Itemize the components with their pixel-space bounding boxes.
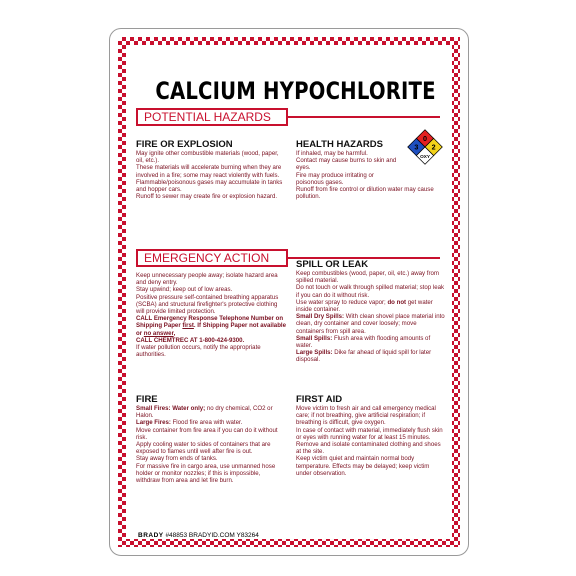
first-aid-line: Move victim to fresh air and call emergency medical care; if not breathing, give artificial respiration; if breathing is difficult, give oxygen. (296, 405, 436, 427)
fire-line: Move container from fire area if you can do it without risk. (136, 426, 278, 441)
health-hazards-heading: HEALTH HAZARDS (296, 139, 383, 150)
spill-water-text: get water inside container. (296, 298, 433, 314)
product-code: #48853 BRADYID.COM Y83264 (165, 532, 259, 539)
first-aid-line: Keep victim quiet and maintain normal body temperature. Effects may be delayed; keep victim under observation. (296, 455, 430, 477)
first-aid-heading: FIRST AID (296, 394, 343, 405)
fire-large-fires (136, 419, 286, 426)
spill-small-text: Flush area with flooding amounts of water. (296, 334, 431, 350)
fire-explosion-line: May ignite other combustible materials (wood, paper, oil, etc.). (136, 150, 279, 165)
banner-rule-hazards (288, 116, 440, 118)
fire-small-label: Small Fires: Water only; (136, 405, 206, 412)
call-noanswer-text: no answer (143, 329, 174, 337)
first-aid-line: In case of contact with material, immediately flush skin or eyes with running water for at least 15 minutes. (296, 426, 443, 441)
spill-water-text: Use water spray to reduce vapor; (296, 298, 388, 306)
spill-large-label: Large Spills: (296, 349, 333, 357)
nfpa-diamond-icon (407, 129, 443, 165)
spill-water-spray (296, 299, 446, 313)
spill-large (296, 349, 446, 363)
fire-small-fires (136, 405, 286, 419)
chemtrec-number: CALL CHEMTREC AT 1-800-424-9300. (136, 336, 245, 344)
first-aid-section (296, 394, 446, 477)
fire-large-text: Flood fire area with water. (170, 419, 243, 427)
spill-small (296, 335, 446, 349)
banner-emergency-action: EMERGENCY ACTION (136, 249, 288, 267)
brady-logo: BRADY (138, 532, 164, 539)
emergency-line: If water pollution occurs, notify the appropriate authorities. (136, 344, 261, 359)
nfpa-flammability-value: 0 (423, 134, 427, 144)
fire-large-label: Large Fires: (136, 419, 171, 427)
emergency-line: Keep unnecessary people away; isolate hazard area and deny entry. (136, 272, 278, 287)
nfpa-reactivity-value: 2 (431, 142, 436, 152)
safety-sign (109, 28, 469, 556)
sign-content (126, 45, 452, 539)
spill-line: Keep combustibles (wood, paper, oil, etc.) away from spilled material. (296, 270, 439, 285)
banner-potential-hazards: POTENTIAL HAZARDS (136, 108, 288, 126)
call-text: , (173, 329, 176, 337)
health-hazard-line: Fire may produce irritating or poisonous gases. (296, 171, 374, 186)
fire-line: Stay away from ends of tanks. (136, 455, 218, 463)
fire-explosion-line: These materials will accelerate burning when they are involved in a fire; some may react violently with fuels. (136, 164, 282, 179)
spill-leak-heading: SPILL OR LEAK (296, 259, 369, 270)
spill-small-dry (296, 313, 446, 335)
spill-small-label: Small Spills: (296, 334, 333, 342)
nfpa-special-value: OXY (420, 153, 430, 159)
spill-do-not-text: do not (387, 298, 407, 306)
spill-dry-text: With clean shovel place material into clean, dry container and cover loosely; move containers from spill area. (296, 313, 445, 335)
fire-line: Apply cooling water to sides of containers that are exposed to flames until well after fire is out. (136, 441, 271, 456)
emergency-call-instructions (136, 315, 286, 337)
call-text: . If Shipping Paper not available or (136, 322, 287, 337)
sign-title: CALCIUM HYPOCHLORITE (155, 77, 436, 105)
health-hazard-line: If inhaled, may be harmful. (296, 150, 368, 157)
fire-explosion-line: Flammable/poisonous gases may accumulate in tanks and hopper cars. (136, 178, 283, 194)
fire-explosion-section (136, 139, 286, 200)
spill-line: Do not touch or walk through spilled material; stop leak if you can do it without risk. (296, 284, 445, 299)
fire-explosion-line: Runoff to sewer may create fire or explosion hazard. (136, 193, 278, 201)
nfpa-health-value: 3 (414, 142, 419, 152)
fire-explosion-heading: FIRE OR EXPLOSION (136, 139, 233, 150)
sign-footer (138, 532, 259, 539)
health-hazard-line: Contact may cause burns to skin and eyes. (296, 157, 397, 172)
call-text: CALL Emergency Response Telephone Number on Shipping Paper (136, 315, 284, 330)
call-first-text: first (182, 322, 194, 330)
fire-small-text: no dry chemical, CO2 or Halon. (136, 405, 273, 420)
health-hazard-line: Runoff from fire control or dilution water may cause pollution. (296, 186, 434, 201)
fire-section (136, 394, 286, 484)
spill-leak-section (296, 259, 446, 364)
fire-heading: FIRE (136, 394, 158, 405)
spill-dry-label: Small Dry Spills: (296, 313, 345, 321)
emergency-line: Positive pressure self-contained breathing apparatus (SCBA) and structural firefighter's protective clothing will provide limited protection. (136, 293, 279, 316)
emergency-action-section (136, 272, 286, 358)
emergency-line: Stay upwind; keep out of low areas. (136, 286, 233, 294)
fire-line: For massive fire in cargo area, use unmanned hose holder or monitor nozzles; if this is impossible, withdraw from area and let fire burn. (136, 462, 276, 485)
first-aid-line: Remove and isolate contaminated clothing and shoes at the site. (296, 441, 441, 456)
spill-large-text: Dike far ahead of liquid spill for later disposal. (296, 349, 432, 364)
